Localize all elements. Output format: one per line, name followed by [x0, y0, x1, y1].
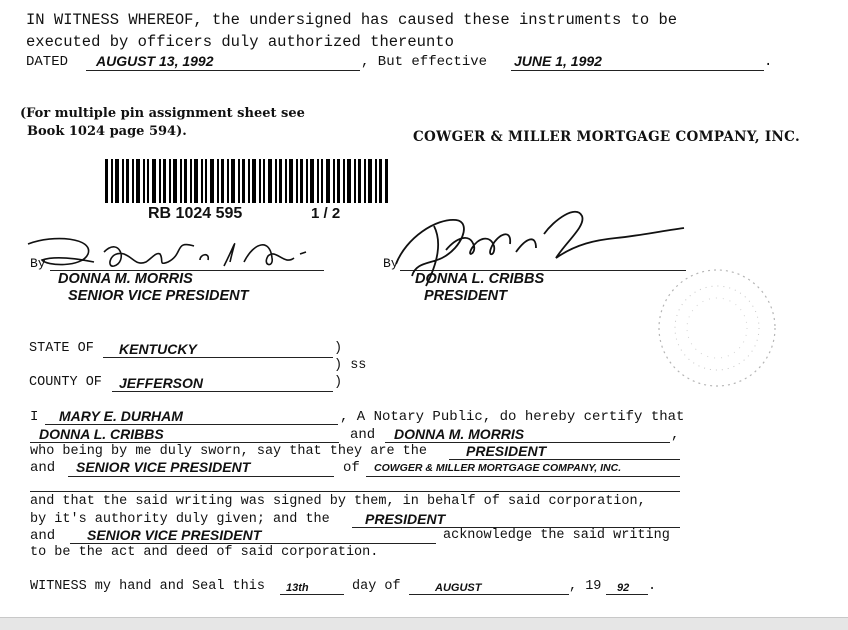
witness-year-prefix: , 19 [569, 579, 602, 594]
witness-text-2: day of [352, 579, 401, 594]
dated-value: AUGUST 13, 1992 [96, 53, 214, 69]
dated-label: DATED [26, 54, 69, 70]
notary-authority-text: by it's authority duly given; and the [30, 512, 330, 527]
by-label-left: By [30, 256, 46, 271]
notary-person1: DONNA L. CRIBBS [39, 426, 164, 442]
by-label-right: By [383, 256, 399, 271]
county-label: COUNTY OF [29, 375, 102, 390]
witness-year-underline [606, 594, 648, 595]
county-underline [112, 391, 333, 392]
signer-left-title: SENIOR VICE PRESIDENT [68, 288, 249, 304]
notary-of-label: of [343, 460, 360, 476]
company-name: COWGER & MILLER MORTGAGE COMPANY, INC. [413, 129, 800, 145]
effective-value: JUNE 1, 1992 [514, 53, 602, 69]
dated-underline [86, 70, 360, 71]
state-label: STATE OF [29, 341, 94, 356]
state-underline [103, 357, 333, 358]
signer-right-name: DONNA L. CRIBBS [415, 271, 545, 287]
signer-left-name: DONNA M. MORRIS [58, 271, 193, 287]
witness-month-value: AUGUST [435, 582, 482, 594]
witness-year-value: 92 [617, 582, 630, 594]
notary-signed-text: and that the said writing was signed by them, in behalf of said corporation, [30, 494, 646, 509]
company-small-underline [366, 476, 680, 477]
witness-month-underline [409, 594, 569, 595]
notary-and-2: and [30, 460, 56, 476]
notary-seal-image [652, 266, 782, 396]
notary-title-2: SENIOR VICE PRESIDENT [76, 459, 251, 475]
witness-day-value: 13th [286, 582, 309, 594]
barcode-text: RB 1024 595 [148, 205, 243, 222]
witness-whereof-line1: IN WITNESS WHEREOF, the undersigned has caused these instruments to be [26, 11, 678, 29]
blank-full-underline [30, 491, 680, 492]
venue-paren-3: ) [334, 375, 343, 390]
witness-whereof-line2: executed by officers duly authorized thereunto [26, 33, 454, 51]
venue-paren-ss: ) ss [334, 358, 367, 373]
notary-i-label: I [30, 409, 39, 425]
witness-end-period: . [648, 579, 657, 594]
effective-underline [511, 70, 764, 71]
notary-sworn-text: who being by me duly sworn, say that they are the [30, 444, 427, 459]
notary-certify-text: , A Notary Public, do hereby certify that [340, 409, 685, 425]
pin-assignment-note-line2: Book 1024 page 594). [27, 124, 187, 139]
notary-and-3: and [30, 528, 56, 544]
barcode-image [105, 159, 389, 203]
witness-day-underline [280, 594, 344, 595]
pin-assignment-note-line1: (For multiple pin assignment sheet see [20, 106, 305, 121]
notary-act-text: to be the act and deed of said corporation. [30, 545, 379, 560]
notary-name-underline [45, 424, 338, 425]
viewer-bottom-bar [0, 617, 848, 630]
notary-title-3: PRESIDENT [365, 511, 446, 527]
title2-underline [68, 476, 334, 477]
barcode-page: 1 / 2 [311, 205, 341, 222]
notary-and-1: and [350, 427, 376, 443]
witness-text-1: WITNESS my hand and Seal this [30, 579, 265, 594]
dated-end-period: . [764, 54, 773, 70]
notary-title-4: SENIOR VICE PRESIDENT [87, 527, 262, 543]
effective-label: , But effective [361, 54, 488, 70]
notary-company-small: COWGER & MILLER MORTGAGE COMPANY, INC. [374, 462, 622, 474]
notary-acknowledge-text: acknowledge the said writing [443, 528, 670, 543]
title1-underline [449, 459, 680, 460]
notary-person2: DONNA M. MORRIS [394, 426, 525, 442]
notary-name: MARY E. DURHAM [59, 408, 183, 424]
notary-comma-1: , [671, 427, 680, 443]
venue-paren-1: ) [334, 341, 343, 356]
signer-right-title: PRESIDENT [424, 288, 507, 304]
county-value: JEFFERSON [119, 375, 204, 391]
person1-underline [30, 442, 339, 443]
notary-title-1: PRESIDENT [466, 443, 547, 459]
state-value: KENTUCKY [119, 341, 197, 357]
title4-underline [70, 543, 436, 544]
